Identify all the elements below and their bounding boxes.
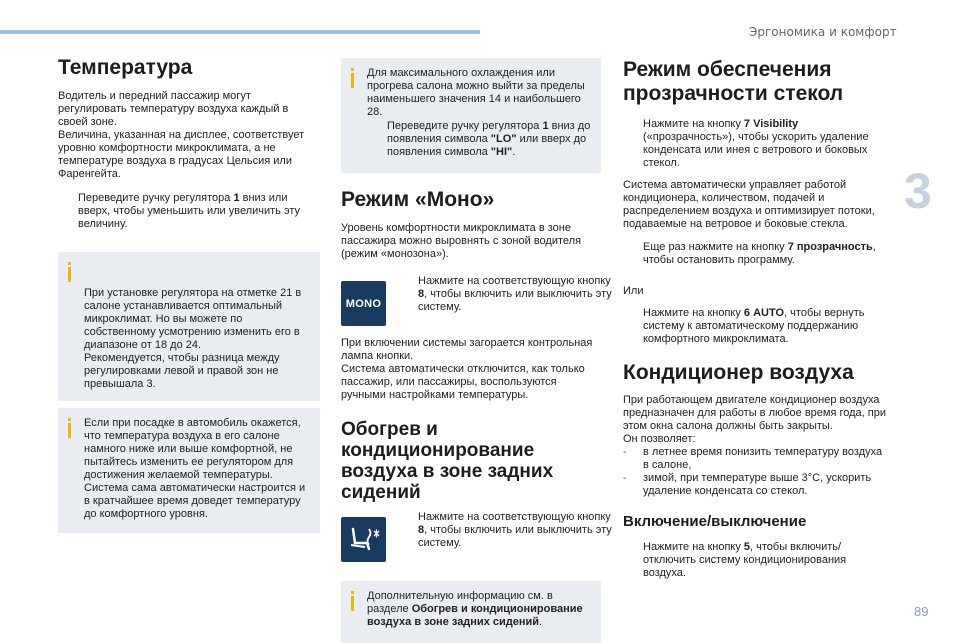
page-number: 89	[914, 604, 929, 619]
info-icon	[351, 591, 354, 611]
mono-title: Режим «Моно»	[341, 188, 495, 211]
mono-step: Нажмите на соответствующую кнопку 8, чтобы включить или выключить эту систему.	[418, 275, 612, 313]
info-note-optimal: При установке регулятора на отметке 21 в салоне устанавливается оптимальный микроклимат. Но вы можете по собственному усмотрению изменить его в диапазоне от 18 до 24. Рекомендуется, чтобы разница между регулировками левой и правой зон не превышала 3.	[58, 252, 320, 401]
onoff-step: Нажмите на кнопку 5, чтобы включить/отключить систему кондиционирования воздуха.	[643, 541, 847, 579]
mono-description: При включении системы загорается контрольная лампа кнопки. Система автоматически отключится, как только пассажир, или пассажиры, воспользуются ручными настройками температуры.	[341, 337, 593, 401]
visibility-step-auto: Нажмите на кнопку 6 AUTO, чтобы вернуть систему к автоматическому поддержанию комфортного микроклимата.	[643, 307, 865, 345]
rear-zone-step: Нажмите на соответствующую кнопку 8, чтобы включить или выключить эту систему.	[418, 511, 612, 549]
chapter-number: 3	[904, 163, 932, 219]
mono-intro: Уровень комфортности микроклимата в зоне пассажира можно выровнять с зоной водителя (режим «монозона»).	[341, 222, 582, 260]
visibility-description: Система автоматически управляет работой кондиционера, количеством, подачей и распределением воздуха и оптимизирует потоки, подаваемые на ветровое и боковые стекла.	[623, 179, 875, 230]
onoff-title: Включение/выключение	[623, 513, 807, 530]
visibility-step-on: Нажмите на кнопку 7 Visibility («прозрачность»), чтобы ускорить удаление конденсата или инея с ветрового и боковых стекол.	[643, 118, 869, 169]
mono-button-row	[341, 275, 612, 335]
info-icon	[68, 262, 71, 282]
temperature-step: Переведите ручку регулятора 1 вниз или вверх, чтобы уменьшить или увеличить эту величину.	[78, 192, 301, 230]
visibility-step-off: Еще раз нажмите на кнопку 7 прозрачность, чтобы остановить программу.	[643, 241, 876, 266]
column-mono	[341, 58, 612, 643]
column-visibility	[623, 58, 888, 580]
header-bar	[0, 30, 480, 34]
or-text: Или	[623, 285, 644, 297]
rear-seat-climate-icon	[341, 517, 386, 562]
mono-button-icon: MONO	[341, 281, 386, 326]
temperature-intro: Водитель и передний пассажир могут регулировать температуру воздуха каждый в своей зоне. Величина, указанная на дисплее, соответствует уровню комфортности микроклимата, а не температуре воздуха в градусах Цельсия или Фаренгейта.	[58, 90, 305, 180]
ac-title: Кондиционер воздуха	[623, 361, 854, 384]
info-icon	[351, 68, 354, 88]
rear-zone-button-row	[341, 511, 612, 571]
rear-zone-title: Обогрев и кондиционирование воздуха в зоне задних сидений	[341, 419, 554, 503]
info-note-extremes: Для максимального охлаждения или прогрева салона можно выйти за пределы наименьшего значения 14 и наибольшего 28. Переведите ручку регулятора 1 вниз до появления символа "LO" или вверх до появления символа "HI".	[341, 58, 601, 173]
extremes-step: Переведите ручку регулятора 1 вниз до появления символа "LO" или вверх до появления символа "HI".	[387, 120, 591, 158]
ac-list-item: - в летнее время понизить температуру воздуха в салоне,	[623, 446, 883, 471]
ac-description: При работающем двигателе кондиционер воздуха предназначен для работы в любое время года, при этом окна салона должны быть закрыты. Он позволяет:	[623, 394, 887, 445]
section-title: Эргономика и комфорт	[749, 25, 897, 39]
column-temperature	[58, 56, 320, 533]
info-note-auto: Если при посадке в автомобиль окажется, что температура воздуха в его салоне намного ниже или выше комфортной, не пытайтесь изменить ее регулятором для достижения желаемой температуры. Система сама автоматически настроится и в кратчайшее время доведет температуру до комфортного уровня.	[58, 408, 320, 533]
info-note-rear-zone: Дополнительную информацию см. в разделе Обогрев и кондиционирование воздуха в зоне задних сидений.	[341, 581, 601, 643]
ac-list-item: - зимой, при температуре выше 3°C, ускорить удаление конденсата со стекол.	[623, 472, 872, 497]
visibility-title: Режим обеспечения прозрачности стекол	[623, 58, 844, 105]
info-icon	[68, 418, 71, 438]
temperature-title: Температура	[58, 56, 193, 79]
